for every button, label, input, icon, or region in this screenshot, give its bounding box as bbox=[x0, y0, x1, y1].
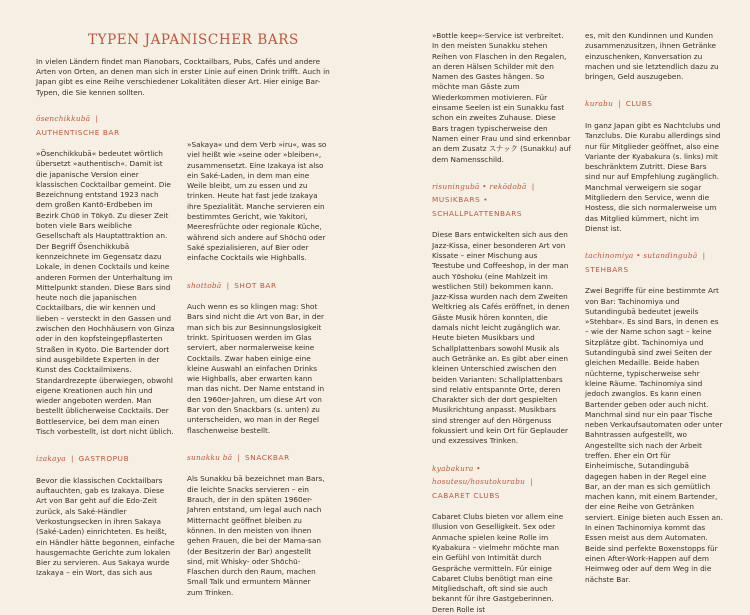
section-heading-snackbar bbox=[187, 450, 327, 464]
continued-text: »Bottle keep«-Service ist verbreitet. In den meisten Sunakku stehen Reihen von Flaschen in den Regalen, an deren Hälsen Schilder mit den Namen des Gastes hängen. So möchte man Gäste zum Wiederkommen motivieren. Für einsame Seelen ist ein Sunakku fast schon ein zweites Zuhause. Diese Bars tragen typischerweise den Namen einer Frau und sind erkennbar an dem Zusatz スナック (Sunakku) auf dem Namensschild. bbox=[432, 31, 571, 164]
section-body-cabaret-clubs: Cabaret Clubs bieten vor allem eine Illusion von Geselligkeit. Sex oder Anmache spielen keine Rolle im Kyabakura – vielmehr möchte man ein Gefühl von Intimität durch Gespräche vermitteln. Für einige Cabaret Clubs benötigt man eine Mitgliedschaft, oft sind sie auch bekannt für ihre Gastgeberinnen. Deren Rolle ist bbox=[432, 512, 564, 614]
section-term-jp: ōsenchikkubā bbox=[36, 114, 91, 123]
section-term-jp: shottobā bbox=[187, 280, 222, 290]
section-title: CABARET CLUBS bbox=[432, 490, 500, 500]
section-term-jp: sunakku bā bbox=[187, 452, 233, 462]
separator: | bbox=[95, 114, 99, 123]
section-term-jp: tachinomiya • sutandingubā bbox=[585, 251, 698, 261]
section-title: CLUBS bbox=[625, 99, 653, 109]
section-term-jp: kurabu bbox=[585, 99, 614, 109]
section-body-musikbars: Diese Bars entwickelten sich aus den Jazz-Kissa, einer besonderen Art von Kissate – einer Mischung aus Teestube und Coffeeshop, in der man auch Yōshoku (eine Mahlzeit im westlichen Stil) bekommen kann. Jazz-Kissa wurden nach dem Zweiten Weltkrieg als Cafés eröffnet, in denen Gäste Musik hören konnten, die damals nicht leicht zugänglich war. Heute bieten Musikbars und Schallplattenbars sowohl Musik als auch Getränke an. Es gibt aber einen kleinen Unterschied zwischen den beiden Varianten: Schallplattenbars sind relativ entspannte Orte, deren Charakter sich der dort gespielten Musikrichtung anpasst. Musikbars sind strenger auf den Hörgenuss fokussiert und kein Ort für Geplauder und exzessives Trinken. bbox=[432, 230, 570, 446]
page-title: TYPEN JAPANISCHER BARS bbox=[88, 32, 299, 48]
separator: | bbox=[618, 99, 621, 109]
section-heading-shot-bar bbox=[187, 278, 327, 292]
section-term-jp: risuningubā • rekōdobā bbox=[432, 181, 527, 191]
section-title: SNACKBAR bbox=[245, 452, 290, 462]
section-body-shot-bar: Auch wenn es so klingen mag: Shot Bars sind nicht die Art von Bar, in der man sich bis zur Besinnungslosigkeit trinkt. Spirituosen werden im Glas serviert, aber normalerweise keine Cocktails. Zwar haben einige eine kleine Auswahl an einfachen Drinks wie Highballs, aber erwarten kann man das nicht. Der Name entstand in den 1960er-Jahren, um diese Art von Bar von den Snackbars (s. unten) zu unterscheiden, wo man in der Regel flaschenweise bestellt. bbox=[187, 302, 325, 435]
column-2 bbox=[187, 140, 327, 598]
section-heading-clubs bbox=[585, 96, 723, 110]
column-3 bbox=[432, 31, 572, 615]
section-title: MUSIKBARS • SCHALLPLATTENBARS bbox=[432, 195, 523, 218]
separator: | bbox=[226, 280, 230, 290]
separator: | bbox=[702, 251, 706, 261]
intro-text: In vielen Ländern findet man Pianobars, Cocktailbars, Pubs, Cafés und andere Arten von Orten, an denen man sich in erster Linie auf einen Drink trifft. Auch in Japan gibt es eine Reihe verschiedener Lokalitäten dieser Art. Hier einige Bar-Typen, die Sie kennen sollten. bbox=[36, 57, 330, 97]
separator: | bbox=[530, 477, 533, 487]
section-body-gastropub: Bevor die klassischen Cocktailbars auftauchten, gab es Izakaya. Diese Art von Bar geht auf die Edo-Zeit zurück, als Saké-Händler Verkostungsecken in ihren Sakaya (Saké-Laden) einrichteten. Es heißt, ein Händler hätte begonnen, einfache hausgemachte Gerichte zum lokalen Bier zu servieren. Aus Sakaya wurde Izakaya – ein Wort, das sich aus bbox=[36, 475, 175, 578]
section-title: SHOT BAR bbox=[234, 280, 277, 290]
section-body-clubs: In ganz Japan gibt es Nachtclubs und Tanzclubs. Die Kurabu allerdings sind nur für Mitglieder geöffnet, also eine Variante der Kyabakura (s. links) mit beschränktem Zutritt. Diese Bars sind nur auf Empfehlung zugänglich. Manchmal verweigern sie sogar Mitgliedern den Service, wenn die Hostess, die sich normalerweise um das Mitglied kümmert, nicht im Dienst ist. bbox=[585, 120, 721, 233]
section-title: STEHBARS bbox=[585, 264, 629, 274]
continued-text: »Sakaya« und dem Verb »iru«, was so viel heißt wie »seine oder »bleiben«, zusammensetzt. Eine Izakaya ist also ein Saké-Laden, in dem man eine Weile bleibt, um zu essen und zu trinken. Heute hat fast jede Izakaya ihre Spezialität. Manche servieren ein bestimmtes Gericht, wie Yakitori, Meeresfrüchte oder regionale Küche, während sich andere auf Shōchū oder Saké spezialisieren, auf Bier oder einfache Cocktails wie Highballs. bbox=[187, 140, 327, 263]
section-title: GASTROPUB bbox=[78, 454, 130, 464]
column-1 bbox=[36, 111, 175, 579]
section-body-stehbars: Zwei Begriffe für eine bestimmte Art von Bar: Tachinomiya und Sutandingubā bedeutet jeweils »Stehbar«. Es sind Bars, in denen es – wie der Name schon sagt – keine Sitzplätze gibt. Tachinomiya und Sutandingubā sind zwei Seiten der gleichen Medaille. Beide haben nüchterne, typischerweise sehr kleine Räume. Tachinomiya sind jedoch zwanglos. Es kann einen Bartender geben oder auch nicht. Manchmal sind nur ein paar Tische neben Verkaufsautomaten oder unter Bahntrassen aufgestellt, wo Angestellte sich nach der Arbeit treffen. Eher ein Ort für Einheimische, Sutandingubā dagegen haben in der Regel eine Bar, an der man es sich gemütlich machen kann, mit einem Bartender, der eine Reihe von Getränken serviert. Einige bieten auch Essen an. In einen Tachinomiya kommt das Essen meist aus dem Automaten. Beide sind perfekte Boxenstopps für einen After-Work-Happen auf dem Heimweg oder auf dem Weg in die nächste Bar. bbox=[585, 286, 723, 584]
section-heading-authentische-bar bbox=[36, 111, 175, 138]
section-heading-stehbars bbox=[585, 248, 723, 275]
continued-text: es, mit den Kundinnen und Kunden zusammenzusitzen, ihnen Getränke einzuschenken, Konversation zu machen und sie letztendlich dazu zu bringen, Geld auszugeben. bbox=[585, 31, 719, 82]
separator: | bbox=[531, 181, 535, 191]
section-body-authentische-bar: »Ōsenchikkubā« bedeutet wörtlich übersetzt »authentisch«. Damit ist die japanische Version einer klassischen Cocktailbar gemeint. Die Bezeichnung entstand 1923 nach dem großen Kantō-Erdbeben im Bezirk Chūō in Tōkyō. Zu dieser Zeit boten viele Bars weibliche Gesellschaft als Hauptattraktion an. Der Begriff Ōsenchikkubā kennzeichnete im Gegensatz dazu Lokale, in denen Cocktails und keine anderen Formen der Unterhaltung im Mittelpunkt standen. Diese Bars sind heute noch die japanischen Cocktailbars, die wir kennen und lieben – versteckt in den Gassen und zwischen den Hochhäusern von Ginza oder in den kopfsteingepflasterten Straßen in Kyōto. Die Bartender dort sind ausgebildete Experten in der Kunst des Cocktailmixens. Standardrezepte überwiegen, obwohl eigene Kreationen auch hin und wieder angeboten werden. Man bestellt üblicherweise Cocktails. Der Bottleservice, bei dem man einen Tisch vorbestellt, ist dort nicht üblich. bbox=[36, 149, 175, 437]
section-body-snackbar: Als Sunakku bā bezeichnet man Bars, die leichte Snacks servieren – ein Brauch, der in den späten 1960er-Jahren entstand, um legal auch nach Mitternacht geöffnet bleiben zu können. In den meisten von ihnen gehen Frauen, die bei der Mama-san (der Besitzerin der Bar) angestellt sind, mit Whisky- oder Shōchū-Flaschen durch den Raum, machen Small Talk und ermuntern Männer zum Trinken. bbox=[187, 474, 325, 597]
section-title: AUTHENTISCHE BAR bbox=[36, 127, 120, 137]
section-term-jp: kyabakura • hosutesu/hosutokurabu bbox=[432, 463, 526, 487]
separator: | bbox=[237, 452, 240, 462]
separator: | bbox=[70, 454, 74, 464]
column-4 bbox=[585, 31, 723, 585]
section-heading-gastropub bbox=[36, 451, 175, 465]
section-term-jp: izakaya bbox=[36, 454, 66, 464]
section-heading-cabaret-clubs bbox=[432, 461, 572, 502]
section-heading-musikbars bbox=[432, 179, 572, 220]
